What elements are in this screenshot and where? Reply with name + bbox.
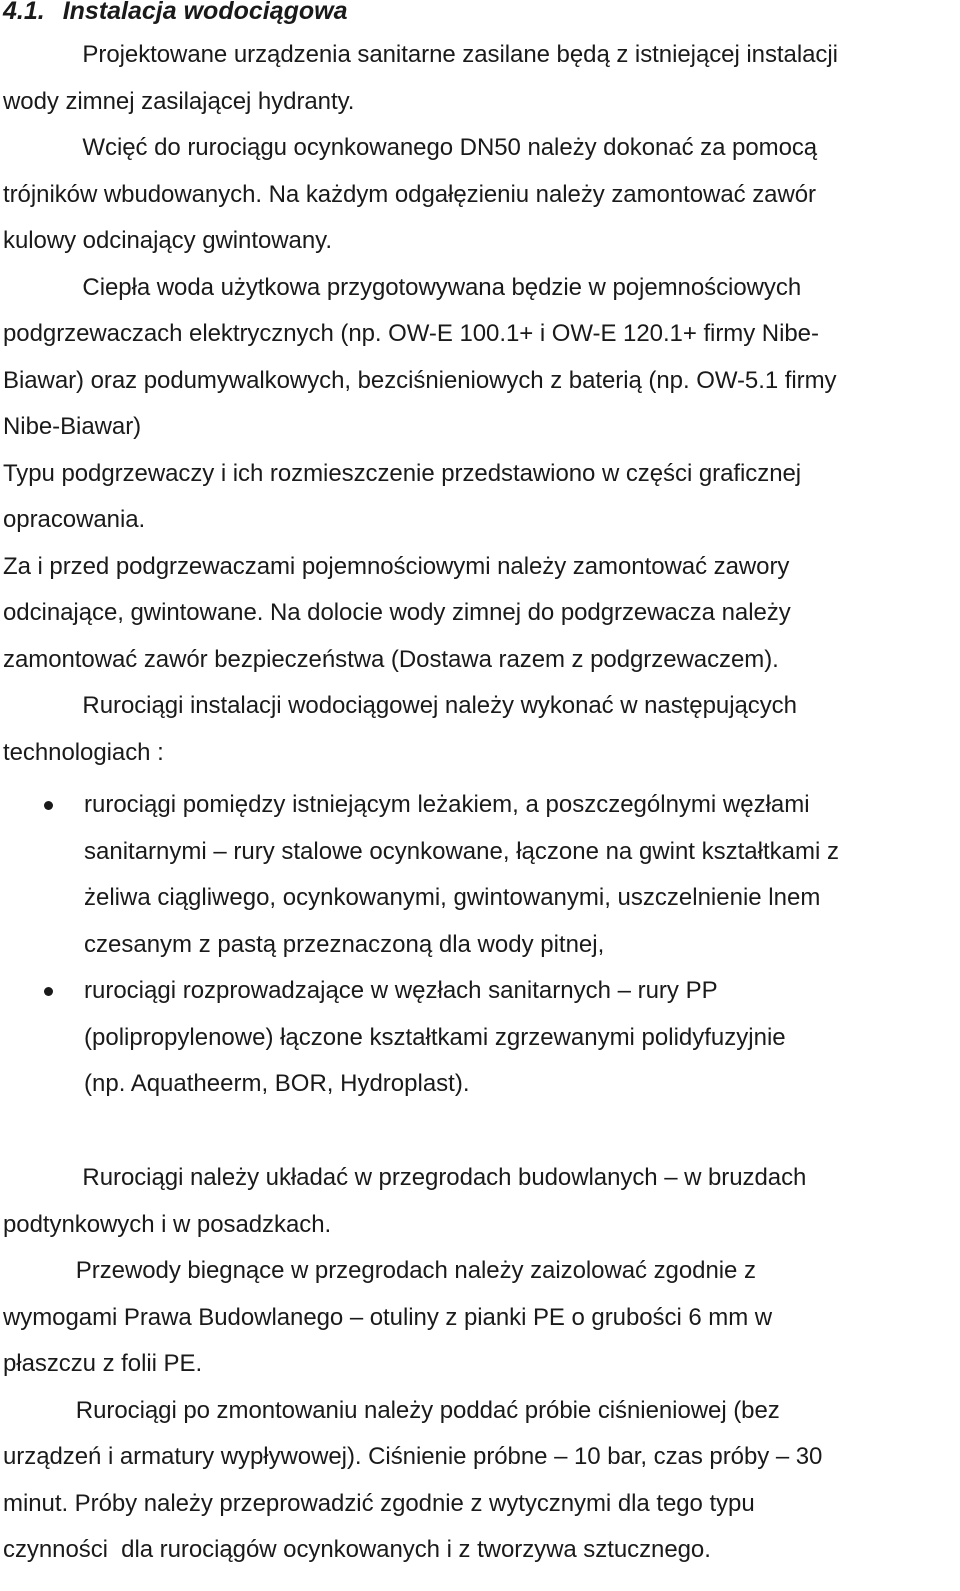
text-line: Wcięć do rurociągu ocynkowanego DN50 należy dokonać za pomocą — [3, 134, 818, 161]
text-line: sanitarnymi – rury stalowe ocynkowane, łączone na gwint kształtkami z — [84, 837, 839, 865]
text-line: Za i przed podgrzewaczami pojemnościowymi należy zamontować zawory — [3, 552, 790, 580]
section-heading — [3, 0, 348, 26]
text-line: Projektowane urządzenia sanitarne zasilane będą z istniejącej instalacji — [3, 41, 838, 68]
text-line: Biawar) oraz podumywalkowych, bezciśnieniowych z baterią (np. OW-5.1 firmy — [3, 366, 837, 394]
text-line: (polipropylenowe) łączone kształtkami zgrzewanymi polidyfuzyjnie — [84, 1023, 786, 1051]
list-item — [3, 968, 953, 1108]
text-line: minut. Próby należy przeprowadzić zgodnie z wytycznymi dla tego typu — [3, 1489, 755, 1517]
text-line: (np. Aquatheerm, BOR, Hydroplast). — [84, 1070, 470, 1097]
text-line: urządzeń i armatury wypływowej). Ciśnienie próbne – 10 bar, czas próby – 30 — [3, 1443, 823, 1470]
list-item — [3, 782, 953, 968]
text-line: Typu podgrzewaczy i ich rozmieszczenie przedstawiono w części graficznej — [3, 459, 802, 487]
text-line: Przewody biegnące w przegrodach należy zaizolować zgodnie z — [3, 1257, 756, 1284]
section-title: Instalacja wodociągowa — [62, 0, 348, 25]
body-text-block-1 — [3, 32, 953, 776]
text-line: płaszczu z folii PE. — [3, 1350, 203, 1377]
text-line: Rurociągi po zmontowaniu należy poddać próbie ciśnieniowej (bez — [3, 1396, 780, 1424]
section-number: 4.1. — [3, 0, 45, 25]
text-line: Ciepła woda użytkowa przygotowywana będzie w pojemnościowych — [3, 273, 802, 301]
text-line: podtynkowych i w posadzkach. — [3, 1210, 332, 1238]
text-line: zamontować zawór bezpieczeństwa (Dostawa razem z podgrzewaczem). — [3, 645, 779, 673]
body-text-block-2 — [3, 1155, 953, 1574]
bullet-list — [3, 782, 953, 1108]
text-line: Rurociągi instalacji wodociągowej należy wykonać w następujących — [3, 692, 797, 719]
text-line: trójników wbudowanych. Na każdym odgałęzieniu należy zamontować zawór — [3, 180, 816, 208]
text-line: rurociągi pomiędzy istniejącym leżakiem, a poszczególnymi węzłami — [84, 791, 810, 818]
text-line: czesanym z pastą przeznaczoną dla wody pitnej, — [84, 930, 605, 958]
text-line: żeliwa ciągliwego, ocynkowanymi, gwintowanymi, uszczelnienie lnem — [84, 884, 821, 911]
text-line: czynności dla rurociągów ocynkowanych i z tworzywa sztucznego. — [3, 1536, 711, 1563]
text-line: podgrzewaczach elektrycznych (np. OW-E 100.1+ i OW-E 120.1+ firmy Nibe- — [3, 320, 819, 347]
text-line: Nibe-Biawar) — [3, 413, 142, 440]
text-line: technologiach : — [3, 738, 164, 766]
text-line: wymogami Prawa Budowlanego – otuliny z pianki PE o grubości 6 mm w — [3, 1303, 773, 1331]
text-line: wody zimnej zasilającej hydranty. — [3, 87, 355, 115]
bullet-dot-icon — [44, 987, 53, 996]
text-line: rurociągi rozprowadzające w węzłach sanitarnych – rury PP — [84, 977, 718, 1004]
text-line: odcinające, gwintowane. Na dolocie wody zimnej do podgrzewacza należy — [3, 599, 791, 626]
text-line: kulowy odcinający gwintowany. — [3, 227, 332, 254]
text-line: opracowania. — [3, 506, 146, 533]
bullet-dot-icon — [44, 801, 53, 810]
text-line: Rurociągi należy układać w przegrodach budowlanych – w bruzdach — [3, 1164, 807, 1191]
